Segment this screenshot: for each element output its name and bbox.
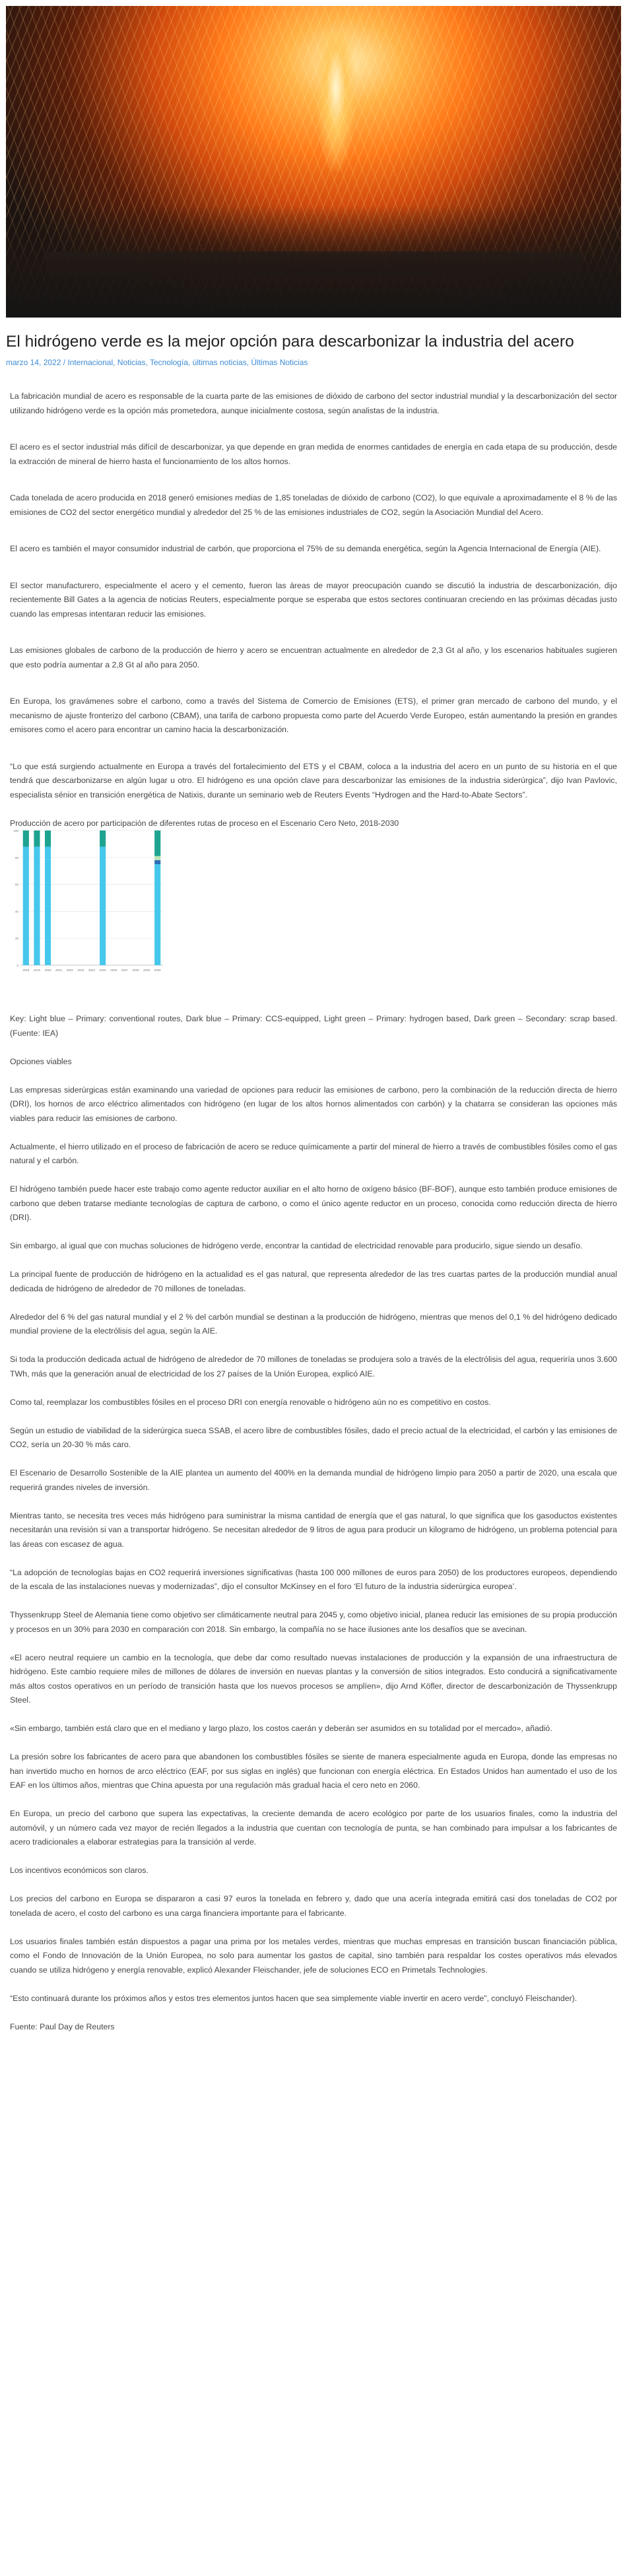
category-separator: ,	[187, 358, 193, 367]
bar-segment	[154, 830, 160, 856]
article-meta	[6, 357, 621, 368]
paragraph: Mientras tanto, se necesita tres veces más hidrógeno para suministrar la misma cantidad de energía que el gas natural, lo que significa que los gasoductos existentes necesitarán una revisión si van a transportar hidrógeno. Se necesitan alrededor de 9 litros de agua para producir un kilogramo de hidrógeno, un problema potencial para las áreas con escasez de agua.	[10, 1510, 617, 1549]
category-separator: ,	[246, 358, 251, 367]
paragraph: Cada tonelada de acero producida en 2018 generó emisiones medias de 1,85 toneladas de dióxido de carbono (CO2), lo que equivale a aproximadamente el 8 % de las emisiones de CO2 del sector energético mundial y alrededor del 25 % de las emisiones industriales de CO2, según la Asociación Mundial del Acero.	[10, 493, 617, 517]
category-link[interactable]: Internacional	[67, 358, 114, 367]
paragraph: El Escenario de Desarrollo Sostenible de la AIE plantea un aumento del 400% en la demanda mundial de hidrógeno limpio para 2050 a partir de 2020, una escala que requerirá grandes niveles de inversión.	[10, 1468, 617, 1492]
paragraph: “Esto continuará durante los próximos años y estos tres elementos juntos hacen que sea simplemente viable invertir en acero verde”, concluyó Fleischander).	[10, 1993, 578, 2003]
paragraph: Alrededor del 6 % del gas natural mundial y el 2 % del carbón mundial se destinan a la producción de hidrógeno, mientras que menos del 0,1 % del hidrógeno dedicado mundial proviene de la electrólisis del agua, según la AIE.	[10, 1312, 617, 1336]
bar-segment	[154, 864, 160, 965]
paragraph: En Europa, un precio del carbono que supera las expectativas, la creciente demanda de acero ecológico por parte de los usuarios finales, como la industria del automóvil, y un número cada vez mayor de recién llegados a la industria que cuentan con tecnología de punta, se han combinado para impulsar a los fabricantes de acero tradicionales a elaborar estrategias para la transición al verde.	[10, 1809, 617, 1847]
category-separator: ,	[113, 358, 117, 367]
y-tick-label: 0	[16, 964, 18, 967]
foundry-floor	[6, 205, 621, 318]
paragraph: Las emisiones globales de carbono de la producción de hierro y acero se encuentran actualmente en alrededor de 2,3 Gt al año, y los escenarios habituales sugieren que esto podría aumentar a 2,8 Gt al año para 2050.	[10, 646, 617, 669]
bar-segment	[100, 846, 106, 965]
x-tick-label: 2028	[132, 968, 139, 972]
paragraph: «Sin embargo, también está claro que en el mediano y largo plazo, los costos caerán y deberán ser asumidos en su totalidad por el mercado», añadió.	[10, 1724, 552, 1733]
paragraph: “La adopción de tecnologías bajas en CO2 requerirá inversiones significativas (hasta 100 000 millones de euros para 2050) de los productores europeos, dependiendo de la escala de las instalaciones nuevas y modernizadas”, dijo el consultor McKinsey en el foro ‘El futuro de la industria siderúrgica europea’.	[10, 1567, 617, 1591]
chart-caption: Producción de acero por participación de diferentes rutas de proceso en el Escenario Cero Neto, 2018-2030	[10, 818, 399, 828]
paragraph: Sin embargo, al igual que con muchas soluciones de hidrógeno verde, encontrar la cantidad de electricidad renovable para producirlo, sigue siendo un desafío.	[10, 1241, 583, 1250]
meta-separator: /	[61, 358, 68, 367]
paragraph: Los incentivos económicos son claros.	[10, 1866, 148, 1875]
x-tick-label: 2019	[33, 968, 40, 972]
paragraph: Los usuarios finales también están dispuestos a pagar una prima por los metales verdes, mientras que muchas empresas en transición buscan financiación pública, como el Fondo de Innovación de la Unión Europea, no solo para aumentar los gastos de capital, sino también para respaldar los costes operativos más elevados cuando se utiliza hidrógeno y energía renovable, explicó Alexander Fleischander, jefe de soluciones ECO en Primetals Technologies.	[10, 1936, 617, 1975]
paragraph: Si toda la producción dedicada actual de hidrógeno de alrededor de 70 millones de toneladas se produjera solo a través de la electrólisis del agua, requeriría unos 3.600 TWh, más que la generación anual de electricidad de los 27 países de la Unión Europea, explicó AIE.	[10, 1355, 617, 1378]
chart-key: Key: Light blue – Primary: conventional routes, Dark blue – Primary: CCS-equipped, Light green – Primary: hydrogen based, Dark green – Secondary: scrap based. (Fuente: IEA)	[10, 1014, 617, 1038]
source-credit: Fuente: Paul Day de Reuters	[10, 2021, 115, 2031]
paragraph: La presión sobre los fabricantes de acero para que abandonen los combustibles fósiles se siente de manera especialmente aguda en Europa, donde las empresas no han invertido mucho en hornos de arco eléctrico (EAF, por sus siglas en inglés) que funcionan con energía eléctrica. En Estados Unidos han aumentado el uso de los EAF en los últimos años, mientras que China apuesta por una regulación más gradual hacia el cero neto en 2060.	[10, 1752, 617, 1790]
chart-svg	[10, 823, 168, 981]
bar-segment	[34, 830, 40, 846]
paragraph: Actualmente, el hierro utilizado en el proceso de fabricación de acero se reduce químicamente a partir del mineral de hierro a través de combustibles fósiles como el gas natural y el carbón.	[10, 1141, 617, 1165]
x-tick-label: 2026	[110, 968, 117, 972]
paragraph: Como tal, reemplazar los combustibles fósiles en el proceso DRI con energía renovable o hidrógeno aún no es competitivo en costos.	[10, 1397, 491, 1407]
x-tick-label: 2021	[55, 968, 63, 972]
article-body-bottom	[10, 1012, 617, 2049]
bar-segment	[34, 846, 40, 965]
bar-segment	[23, 830, 29, 846]
article-title: El hidrógeno verde es la mejor opción para descarbonizar la industria del acero	[6, 333, 574, 351]
y-tick-label: 60	[15, 883, 18, 887]
x-tick-label: 2029	[143, 968, 150, 972]
bar-segment	[154, 856, 160, 860]
x-tick-label: 2030	[154, 968, 161, 972]
paragraph: En Europa, los gravámenes sobre el carbono, como a través del Sistema de Comercio de Emisiones (ETS), el primer gran mercado de carbono del mundo, y el mecanismo de ajuste fronterizo del carbono (CBAM), una tarifa de carbono propuesta como parte del Acuerdo Verde Europeo, están aumentando la presión en grandes emisores como el acero para encontrar un camino hacia la descarbonización.	[10, 696, 617, 734]
x-tick-label: 2027	[121, 968, 128, 972]
y-tick-label: 100	[13, 829, 18, 832]
paragraph: El sector manufacturero, especialmente el acero y el cemento, fueron las áreas de mayor preocupación cuando se discutió la industria de descarbonización, dijo recientemente Bill Gates a la agencia de noticias Reuters, especialmente porque se esperaba que estos sectores continuaran creciendo en las próximas décadas justo cuando las empresas intentaran reducir las emisiones.	[10, 580, 617, 619]
paragraph: El acero es también el mayor consumidor industrial de carbón, que proporciona el 75% de su demanda energética, según la Agencia Internacional de Energía (AIE).	[10, 544, 601, 553]
bar-segment	[45, 846, 51, 965]
paragraph: El acero es el sector industrial más difícil de descarbonizar, ya que depende en gran medida de enormes cantidades de energía en cada etapa de su producción, desde la extracción de mineral de hierro hasta el funcionamiento de los altos hornos.	[10, 442, 617, 466]
paragraph: El hidrógeno también puede hacer este trabajo como agente reductor auxiliar en el alto horno de oxígeno básico (BF-BOF), aunque esto también produce emisiones de carbono que deben tratarse mediante tecnologías de captura de carbono, o como el único agente reductor en un proceso, conocida como reducción directa de hierro (DRI).	[10, 1184, 617, 1222]
steel-production-chart	[10, 823, 168, 981]
paragraph: Según un estudio de viabilidad de la siderúrgica sueca SSAB, el acero libre de combustibles fósiles, dado el precio actual de la electricidad, el carbón y las emisiones de CO2, sería un 20-30 % más caro.	[10, 1425, 617, 1449]
paragraph: «El acero neutral requiere un cambio en la tecnología, que debe dar como resultado nuevas instalaciones de producción y la expansión de una infraestructura de hidrógeno. Este cambio requiere miles de millones de dólares de inversión en nuevas plantas y la conversión de sitios integrados. Esto conducirá a significativamente más altos costos operativos en un período de transición hasta que los nuevos procesos se amplíen», dijo Arnd Köfler, director de descarbonización de Thyssenkrupp Steel.	[10, 1652, 617, 1705]
category-link[interactable]: Tecnología	[149, 358, 188, 367]
category-link[interactable]: últimas noticias	[192, 358, 247, 367]
y-tick-label: 80	[15, 856, 18, 860]
hero-image-molten-steel	[6, 6, 621, 318]
category-separator: ,	[145, 358, 150, 367]
x-tick-label: 2022	[66, 968, 73, 972]
x-tick-label: 2018	[22, 968, 30, 972]
article-body-top	[10, 390, 617, 856]
paragraph: La principal fuente de producción de hidrógeno en la actualidad es el gas natural, que representa alrededor de las tres cuartas partes de la producción mundial anual dedicada de hidrógeno de alrededor de 70 millones de toneladas.	[10, 1270, 617, 1293]
bar-segment	[45, 830, 51, 846]
paragraph: Las empresas siderúrgicas están examinando una variedad de opciones para reducir las emisiones de carbono, pero la combinación de la reducción directa de hierro (DRI), los hornos de arco eléctrico alimentados con hidrógeno (en lugar de los altos hornos alimentados con carbón) y la chatarra se consideran las opciones más viables para reducir las emisiones de carbono.	[10, 1085, 617, 1123]
y-tick-label: 20	[15, 937, 18, 941]
section-heading: Opciones viables	[10, 1056, 72, 1066]
category-link[interactable]: Últimas Noticias	[251, 358, 308, 367]
x-tick-label: 2024	[88, 968, 96, 972]
bar-segment	[23, 846, 29, 965]
bar-segment	[154, 860, 160, 864]
bar-segment	[100, 830, 106, 846]
x-tick-label: 2023	[77, 968, 84, 972]
paragraph: La fabricación mundial de acero es responsable de la cuarta parte de las emisiones de dióxido de carbono del sector industrial mundial y la descarbonización del sector utilizando hidrógeno verde es la opción más prometedora, aunque inicialmente costosa, según analistas de la industria.	[10, 391, 617, 415]
category-link[interactable]: Noticias	[117, 358, 146, 367]
x-tick-label: 2020	[44, 968, 51, 972]
post-date[interactable]: marzo 14, 2022	[6, 358, 61, 367]
y-tick-label: 40	[15, 910, 18, 914]
x-tick-label: 2025	[99, 968, 106, 972]
paragraph: Los precios del carbono en Europa se dispararon a casi 97 euros la tonelada en febrero y, dado que una acería integrada emitirá casi dos toneladas de CO2 por tonelada de acero, el costo del carbono es una carga financiera importante para el fabricante.	[10, 1894, 617, 1918]
paragraph: “Lo que está surgiendo actualmente en Europa a través del fortalecimiento del ETS y el CBAM, coloca a la industria del acero en un punto de su historia en el que tendrá que descarbonizarse en algún lugar u otro. El hidrógeno es una opción clave para descarbonizar las emisiones de la industria siderúrgica”, dijo Ivan Pavlovic, especialista sénior en transición energética de Natixis, durante un seminario web de Reuters Events “Hydrogen and the Hard-to-Abate Sectors”.	[10, 761, 617, 799]
paragraph: Thyssenkrupp Steel de Alemania tiene como objetivo ser climáticamente neutral para 2045 y, como objetivo inicial, planea reducir las emisiones de su propia producción y procesos en un 30% para 2030 en comparación con 2018. Sin embargo, la compañía no se hace ilusiones ante los desafíos que se avecinan.	[10, 1610, 617, 1634]
